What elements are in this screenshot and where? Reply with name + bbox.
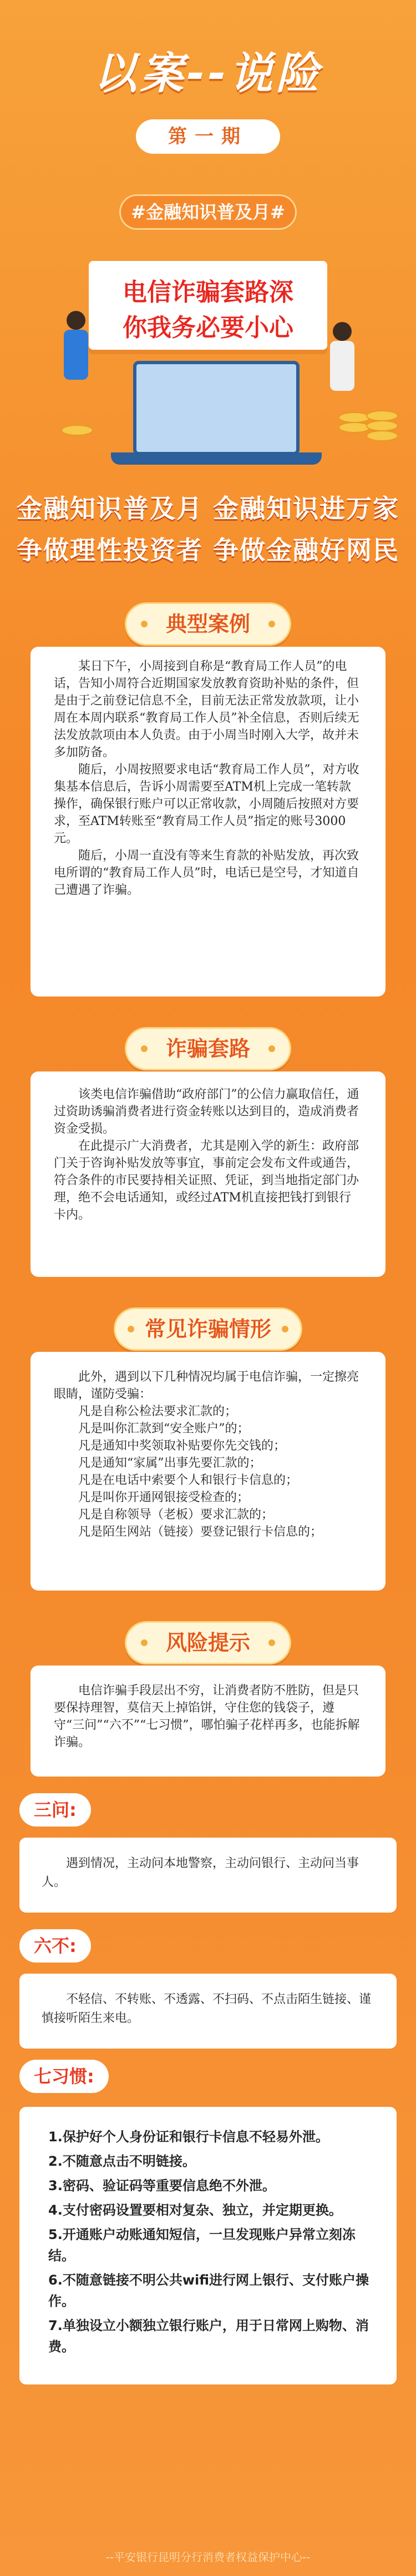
hero-banner bbox=[89, 261, 327, 350]
three-ask-text: 遇到情况，主动问本地警察，主动问银行、主动问当事人。 bbox=[42, 1856, 359, 1889]
list-item: 4.支付密码设置要相对复杂、独立，并定期更换。 bbox=[48, 2202, 342, 2218]
list-item: 5.开通账户动账通知短信，一旦发现账户异常立刻冻结。 bbox=[48, 2227, 356, 2263]
common-panel bbox=[31, 1352, 385, 1591]
list-item: 凡是陌生网站（链接）要登记银行卡信息的； bbox=[78, 1525, 323, 1539]
list-item: 2.不随意点击不明链接。 bbox=[48, 2154, 196, 2169]
seven-habits-label: 七习惯: bbox=[19, 2060, 109, 2093]
coin-icon bbox=[366, 410, 398, 421]
section-heading-routine bbox=[125, 1027, 291, 1070]
list-item: 3.密码、验证码等重要信息绝不外泄。 bbox=[48, 2178, 276, 2193]
hero-line-1: 电信诈骗套路深 bbox=[123, 278, 293, 306]
six-no-panel bbox=[19, 1974, 397, 2049]
page-title: 以案--说险 bbox=[93, 49, 323, 99]
laptop-icon bbox=[133, 361, 300, 455]
list-item: 凡是自称领导（老板）要求汇款的； bbox=[78, 1508, 274, 1522]
routine-panel bbox=[31, 1071, 385, 1277]
section-heading-label: 常见诈骗情形 bbox=[144, 1317, 271, 1341]
footer-credit: --平安银行昆明分行消费者权益保护中心-- bbox=[105, 2550, 311, 2564]
slogan-line-2: 争做理性投资者 争做金融好网民 bbox=[16, 535, 399, 565]
coin-icon bbox=[338, 422, 371, 433]
case-paragraph: 随后，小周一直没有等来生育款的补贴发放，再次致电所谓的“教育局工作人员”时，电话已是空号，才知道自己遭遇了诈骗。 bbox=[54, 849, 359, 897]
hero-illustration bbox=[0, 239, 416, 472]
section-heading-label: 诈骗套路 bbox=[165, 1037, 250, 1061]
list-item: 凡是在电话中索要个人和银行卡信息的； bbox=[78, 1473, 298, 1487]
list-item: 凡是通知“家属”出事先要汇款的； bbox=[78, 1456, 262, 1470]
list-item: 1.保护好个人身份证和银行卡信息不轻易外泄。 bbox=[48, 2129, 329, 2145]
list-item: 凡是通知中奖领取补贴要你先交钱的； bbox=[78, 1439, 286, 1453]
risk-text: 电信诈骗手段层出不穷，让消费者防不胜防，但是只要保持理智，莫信天上掉馅饼，守住您的钱袋子，遵守“三问”“六不”“七习惯”，哪怕骗子花样再多，也能拆解诈骗。 bbox=[54, 1684, 360, 1749]
coin-icon bbox=[338, 412, 371, 423]
list-item: 凡是叫你开通网银接受检查的； bbox=[78, 1491, 250, 1505]
three-ask-panel bbox=[19, 1838, 397, 1913]
coin-icon bbox=[366, 420, 398, 431]
issue-badge: 第一期 bbox=[136, 119, 280, 154]
section-heading-case bbox=[125, 602, 291, 646]
list-item: 6.不随意链接不明公共wifi进行网上银行、支付账户操作。 bbox=[48, 2272, 369, 2309]
list-item: 凡是叫你汇款到“安全账户”的； bbox=[78, 1422, 250, 1436]
section-heading-risk bbox=[125, 1621, 291, 1664]
section-heading-common bbox=[114, 1307, 302, 1351]
routine-paragraph: 该类电信诈骗借助“政府部门”的公信力赢取信任，通过资助诱骗消费者进行资金转账以达到目的，造成消费者资金受损。 bbox=[54, 1088, 359, 1136]
list-item: 7.单独设立小额独立银行账户，用于日常网上购物、消费。 bbox=[48, 2318, 369, 2354]
six-no-label: 六不: bbox=[19, 1929, 91, 1963]
person-icon bbox=[333, 322, 354, 391]
slogan-line-1: 金融知识普及月 金融知识进万家 bbox=[16, 494, 399, 524]
three-ask-label: 三问: bbox=[19, 1793, 91, 1827]
six-no-text: 不轻信、不转账、不透露、不扫码、不点击陌生链接、谨慎接听陌生来电。 bbox=[42, 1993, 372, 2025]
common-intro: 此外，遇到以下几种情况均属于电信诈骗，一定擦亮眼睛，谨防受骗： bbox=[54, 1370, 359, 1401]
person-icon bbox=[67, 311, 88, 380]
laptop-base bbox=[111, 452, 322, 465]
coin-icon bbox=[366, 430, 398, 441]
coin-icon bbox=[61, 425, 93, 436]
seven-habits-panel bbox=[19, 2107, 397, 2384]
risk-panel bbox=[31, 1666, 385, 1777]
case-panel bbox=[31, 647, 385, 997]
list-item: 凡是自称公检法要求汇款的； bbox=[78, 1405, 237, 1418]
routine-paragraph: 在此提示广大消费者，尤其是刚入学的新生：政府部门关于咨询补贴发放等事宜，事前定会发布文件或通告，符合条件的市民要持相关证照、凭证，到当地指定部门办理，绝不会电话通知，或经过ATM机直接把钱打到银行卡内。 bbox=[54, 1139, 359, 1222]
case-paragraph: 随后，小周按照要求电话“教育局工作人员”，对方收集基本信息后，告诉小周需要至ATM机上完成一笔转款操作，确保银行账户可以正常收款，小周随后按照对方要求，至ATM转账至“教育局工作人员”指定的账号3000元。 bbox=[54, 763, 359, 846]
section-heading-label: 典型案例 bbox=[165, 612, 250, 636]
section-heading-label: 风险提示 bbox=[165, 1631, 250, 1655]
hero-line-2: 你我务必要小心 bbox=[123, 314, 293, 342]
case-paragraph: 某日下午，小周接到自称是“教育局工作人员”的电话，告知小周符合近期国家发放教育资助补贴的条件，但是由于之前登记信息不全，目前无法正常发放款项，让小周在本周内联系“教育局工作人员”补全信息，否则后续无法发放款项由本人负责。由于小周当时刚入大学，故并未多加防备。 bbox=[54, 660, 359, 759]
topic-badge: #金融知识普及月# bbox=[119, 194, 297, 230]
